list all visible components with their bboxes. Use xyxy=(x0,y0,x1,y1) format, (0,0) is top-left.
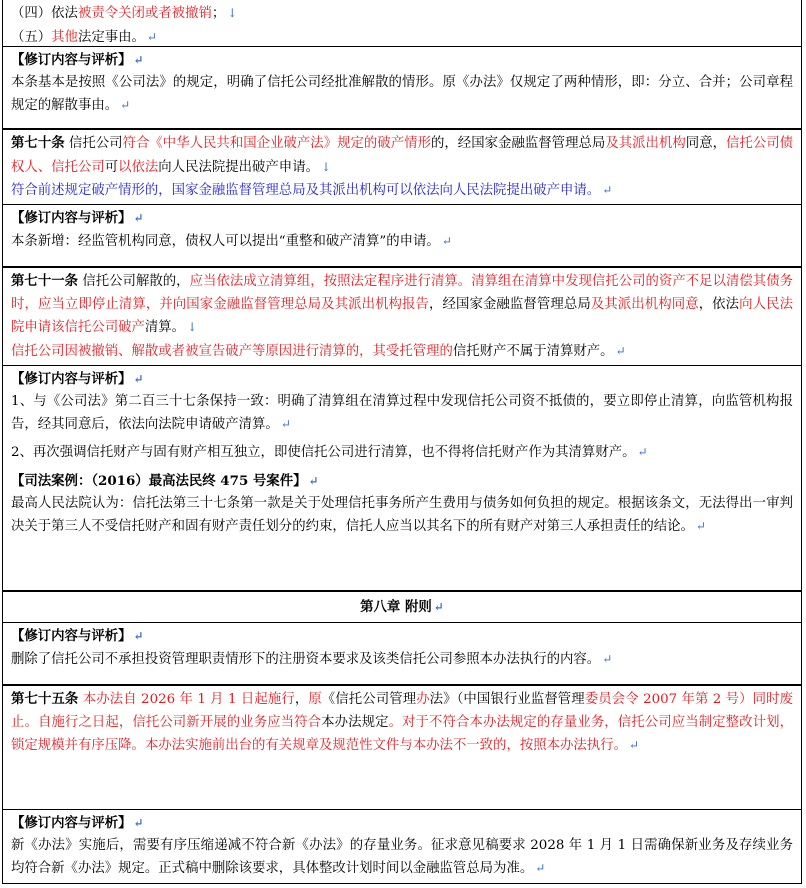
paragraph-mark-icon: ↵ xyxy=(133,53,144,67)
paragraph-mark-icon: ↵ xyxy=(120,98,131,112)
review-text-4-body: 删除了信托公司不承担投资管理职责情形下的注册资本要求及该类信托公司参照本办法执行的内容。 xyxy=(11,651,601,667)
review-text-1 xyxy=(11,72,793,118)
paragraph-mark-icon: ↵ xyxy=(133,211,144,225)
line-break-icon: ↓ xyxy=(320,159,332,174)
paragraph-mark-icon: ↵ xyxy=(637,444,648,459)
review-text-2 xyxy=(11,230,793,254)
article-71-part: 信托公司因被撤销、解散或者被宣告破产等原因进行清算的，其受托管理的 xyxy=(11,343,453,359)
article-70-part: 同意， xyxy=(685,136,727,151)
article-71-part: 信托公司解散的， xyxy=(78,274,190,289)
chapter-heading xyxy=(11,596,793,619)
article-71-part: 信托财产不属于清算财产。 xyxy=(452,343,614,359)
article-71-part: 向人民法院申请该信托公司破产 xyxy=(11,296,793,335)
review-heading-text: 【修订内容与评析】 xyxy=(11,52,132,68)
review-heading-text: 【修订内容与评析】 xyxy=(11,628,132,644)
item-four-prefix: （四）依法 xyxy=(11,6,78,21)
article-75-part: 委员会令 2007 年第 2 号）同时废止。自施行之日起，信托公司新开展的业务应当符合 xyxy=(11,692,794,730)
article-75-part: 本办法规定 xyxy=(321,714,389,730)
article-70-deleted xyxy=(11,179,793,203)
item-four-red: 被责令关闭或者被撤销 xyxy=(77,6,212,21)
paragraph-mark-icon: ↵ xyxy=(602,183,613,197)
article-75-part: 本办法自 2026 年 1 月 1 日起施行 xyxy=(78,692,295,707)
paragraph-mark-icon: ↵ xyxy=(308,474,319,488)
article-71-part: 及其派出机构同意 xyxy=(590,296,699,312)
chapter-heading-text: 第八章 附则 xyxy=(360,599,432,615)
paragraph-mark-icon: ↵ xyxy=(133,372,144,386)
case-text-body: 最高人民法院认为：信托法第三十七条第一款是关于处理信托事务所产生费用与债务如何负担的规定。根据该条文，无法得出一审判决关于第三人不受信托财产和固有财产责任划分的约束，信托人应当以其名下的所有财产对第三人承担责任的结论。 xyxy=(11,495,793,534)
case-heading-text: 【司法案例：（2016）最高法民终 475 号案件】 xyxy=(11,473,307,489)
article-70-part: 及其派出机构 xyxy=(605,136,686,151)
item-five-prefix: （五） xyxy=(11,29,52,45)
paragraph-mark-icon: ↵ xyxy=(441,233,452,248)
article-75-part: 。对于不符合本办法规定的存量业务，信托公司应当制定整改计划，锁定规模并有序压降。本办法实施前出台的有关规章及规范性文件与本办法不一致的，按照本办法执行。 xyxy=(11,714,793,753)
article-70-part: 信托公司 xyxy=(64,136,123,151)
review-text-5 xyxy=(11,835,793,881)
article-70-part: 信托公司债权人、信托公司 xyxy=(11,136,794,175)
article-75-text xyxy=(11,688,793,758)
paragraph-mark-icon: ↵ xyxy=(133,816,144,830)
review-cell-3 xyxy=(3,365,801,590)
case-text xyxy=(11,493,793,539)
review-heading xyxy=(11,207,793,230)
review-cell-2 xyxy=(3,204,801,266)
paragraph-mark-icon: ↵ xyxy=(146,29,157,44)
review-text-4 xyxy=(11,648,793,672)
line-break-icon: ↓ xyxy=(187,320,198,334)
review-cell-5 xyxy=(3,809,801,884)
review-3-point-2-text: 2、再次强调信托财产与固有财产相互独立，即使信托公司进行清算，也不得将信托财产作为其清算财产。 xyxy=(11,444,636,460)
review-heading-text: 【修订内容与评析】 xyxy=(11,815,132,831)
article-70-title: 第七十条 xyxy=(11,135,65,151)
article-71-part: 应当依法成立清算组，按照法定程序进行清算。清算组在清算中发现信托公司的资产不足以清偿其债务时，应当立即停止清算，并向国家金融监督管理总局及其派出机构报告 xyxy=(11,274,794,312)
article-71-text xyxy=(11,270,793,340)
article-70-part: 的，经国家金融监督管理总局 xyxy=(430,136,606,151)
review-heading-text: 【修订内容与评析】 xyxy=(11,210,132,226)
paragraph-mark-icon: ↵ xyxy=(602,651,613,666)
review-heading xyxy=(11,812,793,835)
article-75-part: 办 xyxy=(416,692,430,707)
article-70-part: 可 xyxy=(104,159,119,175)
item-four-suffix: ； xyxy=(211,6,226,21)
article-75-part: 原 xyxy=(308,692,322,707)
article-75-part: 《信托公司管理 xyxy=(321,692,417,707)
paragraph-mark-icon: ↵ xyxy=(133,629,144,643)
case-heading xyxy=(11,470,793,493)
article-71-part: 清算。 xyxy=(144,320,186,335)
article-70-part: 向人民法院提出破产申请。 xyxy=(158,159,319,175)
dissolution-items-cell xyxy=(3,0,801,46)
item-five xyxy=(11,26,793,47)
review-text-5-body: 新《办法》实施后，需要有序压缩递减不符合新《办法》的存量业务。征求意见稿要求 2028 年 1 月 1 日需确保新业务及存续业务均符合新《办法》规定。正式稿中删除该要求，具体整改计划时间以金融监管总局为准。 xyxy=(11,837,793,876)
article-75-title: 第七十五条 xyxy=(11,691,79,707)
article-71-part: ，经国家金融监督管理总局 xyxy=(429,296,591,312)
article-70-cell xyxy=(3,128,801,204)
article-71-second xyxy=(11,340,793,364)
article-70-part: 符合《中华人民共和国企业破产法》规定的破产情形 xyxy=(122,136,431,151)
review-3-point-2 xyxy=(11,441,793,465)
review-cell-1 xyxy=(3,46,801,128)
review-cell-4 xyxy=(3,622,801,684)
review-text-2-body: 本条新增：经监管机构同意，债权人可以提出“重整和破产清算”的申请。 xyxy=(11,233,440,249)
review-text-1-body: 本条基本是按照《公司法》的规定，明确了信托公司经批准解散的情形。原《办法》仅规定了两种情形，即：分立、合并；公司章程规定的解散事由。 xyxy=(11,74,793,113)
article-75-cell xyxy=(3,684,801,809)
review-heading-text: 【修订内容与评析】 xyxy=(11,371,132,387)
article-70-part: 以依法 xyxy=(118,159,159,175)
review-3-point-1-text: 1、与《公司法》第二百三十七条保持一致：明确了清算组在清算过程中发现信托公司资不抵债的，要立即停止清算，向监管机构报告，经其同意后，依法向法院申请破产清算。 xyxy=(11,393,793,432)
paragraph-mark-icon: ↵ xyxy=(615,343,626,358)
item-five-red: 其他 xyxy=(51,29,78,45)
paragraph-mark-icon: ↵ xyxy=(628,738,640,752)
paragraph-mark-icon: ↵ xyxy=(695,519,706,533)
review-3-point-1 xyxy=(11,391,793,437)
article-71-title: 第七十一条 xyxy=(11,273,79,289)
article-75-part: ， xyxy=(294,692,309,707)
paragraph-mark-icon: ↵ xyxy=(433,600,444,614)
item-four xyxy=(11,2,793,26)
review-heading xyxy=(11,625,793,648)
article-70-blue-text: 符合前述规定破产情形的，国家金融监督管理总局及其派出机构可以依法向人民法院提出破产申请。 xyxy=(11,183,601,198)
paragraph-mark-icon: ↵ xyxy=(280,417,291,431)
article-70-text xyxy=(11,132,793,179)
document-table xyxy=(2,0,802,884)
review-heading xyxy=(11,368,793,391)
line-break-icon: ↓ xyxy=(227,6,238,20)
article-71-cell xyxy=(3,266,801,365)
chapter-heading-cell xyxy=(3,590,801,622)
item-five-suffix: 法定事由。 xyxy=(77,29,145,45)
article-71-part: ，依法 xyxy=(698,296,740,312)
review-heading xyxy=(11,49,793,72)
article-75-part: 法》（中国银行业监督管理 xyxy=(429,692,585,707)
paragraph-mark-icon: ↵ xyxy=(535,861,546,875)
